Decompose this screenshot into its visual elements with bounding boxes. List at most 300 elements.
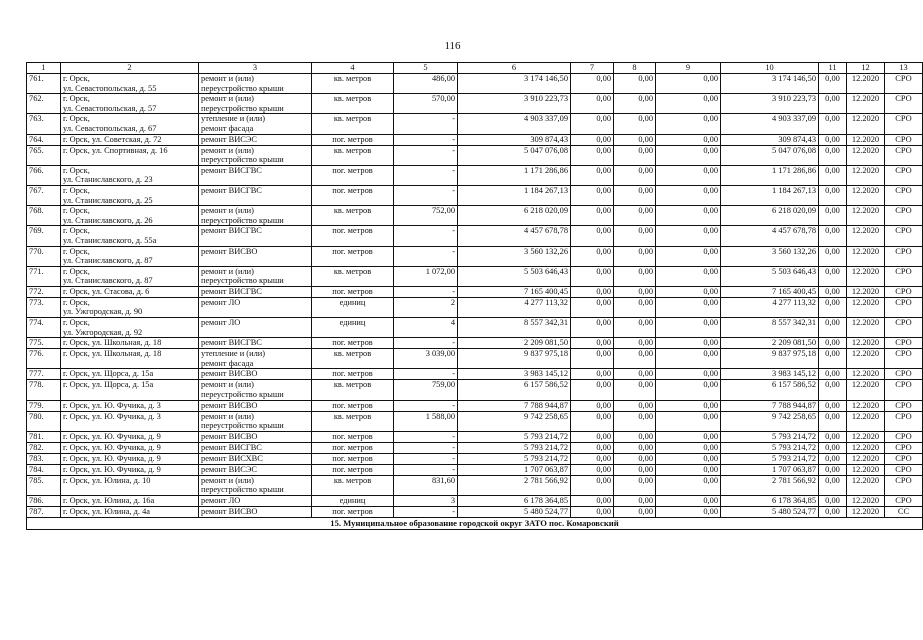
cell-volume: 759,00 bbox=[394, 380, 458, 400]
cell-work-type: ремонт ВИСГВС bbox=[199, 185, 312, 205]
table-row bbox=[27, 318, 923, 338]
cell-method: СРО bbox=[885, 453, 923, 464]
cell-work-type: ремонт ВИСВО bbox=[199, 400, 312, 411]
cell-work-type: ремонт и (или) переустройство крыши bbox=[199, 411, 312, 431]
cell-deadline: 12.2020 bbox=[847, 114, 885, 134]
cell-fund-cost: 0,00 bbox=[571, 114, 614, 134]
cell-volume: 486,00 bbox=[394, 74, 458, 94]
cell-budget-oblast: 0,00 bbox=[614, 114, 656, 134]
cell-budget-local: 0,00 bbox=[656, 400, 721, 411]
cell-total-cost: 4 903 337,09 bbox=[458, 114, 571, 134]
cell-deadline: 12.2020 bbox=[847, 369, 885, 380]
cell-work-type: ремонт ВИСВО bbox=[199, 507, 312, 518]
cell-owners-funds: 6 218 020,09 bbox=[721, 206, 819, 226]
cell-method: СРО bbox=[885, 134, 923, 145]
cell-budget-oblast: 0,00 bbox=[614, 206, 656, 226]
cell-owners-funds: 2 781 566,92 bbox=[721, 475, 819, 495]
cell-fund-cost: 0,00 bbox=[571, 400, 614, 411]
table-row bbox=[27, 185, 923, 205]
cell-volume: - bbox=[394, 114, 458, 134]
cell-unit: пог. метров bbox=[312, 246, 394, 266]
cell-row-number: 775. bbox=[27, 338, 61, 349]
cell-row-number: 786. bbox=[27, 496, 61, 507]
table-row bbox=[27, 475, 923, 495]
column-header-10: 10 bbox=[721, 63, 819, 74]
cell-row-number: 767. bbox=[27, 185, 61, 205]
cell-fund-cost: 0,00 bbox=[571, 464, 614, 475]
cell-owners-funds: 7 788 944,87 bbox=[721, 400, 819, 411]
cell-unit-cost: 0,00 bbox=[819, 246, 847, 266]
cell-volume: 3 039,00 bbox=[394, 349, 458, 369]
cell-budget-oblast: 0,00 bbox=[614, 475, 656, 495]
cell-budget-local: 0,00 bbox=[656, 74, 721, 94]
cell-deadline: 12.2020 bbox=[847, 145, 885, 165]
cell-owners-funds: 1 171 286,86 bbox=[721, 165, 819, 185]
cell-volume: 1 588,00 bbox=[394, 411, 458, 431]
cell-total-cost: 4 457 678,78 bbox=[458, 226, 571, 246]
cell-budget-oblast: 0,00 bbox=[614, 380, 656, 400]
cell-row-number: 770. bbox=[27, 246, 61, 266]
cell-unit: кв. метров bbox=[312, 475, 394, 495]
table-row bbox=[27, 380, 923, 400]
cell-volume: - bbox=[394, 134, 458, 145]
cell-budget-oblast: 0,00 bbox=[614, 94, 656, 114]
cell-owners-funds: 5 047 076,08 bbox=[721, 145, 819, 165]
cell-unit: кв. метров bbox=[312, 349, 394, 369]
table-row bbox=[27, 134, 923, 145]
cell-unit: кв. метров bbox=[312, 206, 394, 226]
cell-work-type: ремонт и (или) переустройство крыши bbox=[199, 266, 312, 286]
table-row bbox=[27, 431, 923, 442]
cell-work-type: ремонт ВИСВО bbox=[199, 246, 312, 266]
cell-fund-cost: 0,00 bbox=[571, 475, 614, 495]
cell-budget-local: 0,00 bbox=[656, 369, 721, 380]
cell-work-type: ремонт ВИСВО bbox=[199, 431, 312, 442]
cell-budget-local: 0,00 bbox=[656, 114, 721, 134]
cell-row-number: 761. bbox=[27, 74, 61, 94]
cell-deadline: 12.2020 bbox=[847, 475, 885, 495]
cell-row-number: 776. bbox=[27, 349, 61, 369]
cell-owners-funds: 6 157 586,52 bbox=[721, 380, 819, 400]
cell-deadline: 12.2020 bbox=[847, 94, 885, 114]
cell-unit-cost: 0,00 bbox=[819, 464, 847, 475]
table-row bbox=[27, 114, 923, 134]
cell-budget-oblast: 0,00 bbox=[614, 74, 656, 94]
cell-address: г. Орск, ул. Станиславского, д. 87 bbox=[61, 246, 199, 266]
cell-total-cost: 7 165 400,45 bbox=[458, 286, 571, 297]
cell-method: СС bbox=[885, 507, 923, 518]
table-row bbox=[27, 369, 923, 380]
cell-deadline: 12.2020 bbox=[847, 507, 885, 518]
cell-budget-oblast: 0,00 bbox=[614, 453, 656, 464]
cell-fund-cost: 0,00 bbox=[571, 165, 614, 185]
cell-budget-local: 0,00 bbox=[656, 496, 721, 507]
column-header-12: 12 bbox=[847, 63, 885, 74]
cell-owners-funds: 1 184 267,13 bbox=[721, 185, 819, 205]
table-row bbox=[27, 297, 923, 317]
cell-owners-funds: 1 707 063,87 bbox=[721, 464, 819, 475]
cell-unit: кв. метров bbox=[312, 411, 394, 431]
table-row bbox=[27, 206, 923, 226]
cell-method: СРО bbox=[885, 411, 923, 431]
column-header-7: 7 bbox=[571, 63, 614, 74]
table-row bbox=[27, 453, 923, 464]
cell-volume: - bbox=[394, 464, 458, 475]
column-header-5: 5 bbox=[394, 63, 458, 74]
cell-deadline: 12.2020 bbox=[847, 266, 885, 286]
cell-unit: кв. метров bbox=[312, 145, 394, 165]
cell-unit-cost: 0,00 bbox=[819, 496, 847, 507]
cell-address: г. Орск, ул. Станиславского, д. 87 bbox=[61, 266, 199, 286]
cell-row-number: 784. bbox=[27, 464, 61, 475]
cell-total-cost: 4 277 113,32 bbox=[458, 297, 571, 317]
cell-deadline: 12.2020 bbox=[847, 349, 885, 369]
column-number-row bbox=[27, 63, 923, 74]
column-header-1: 1 bbox=[27, 63, 61, 74]
cell-unit-cost: 0,00 bbox=[819, 318, 847, 338]
cell-fund-cost: 0,00 bbox=[571, 431, 614, 442]
cell-work-type: ремонт ВИСГВС bbox=[199, 338, 312, 349]
cell-unit: пог. метров bbox=[312, 507, 394, 518]
cell-fund-cost: 0,00 bbox=[571, 411, 614, 431]
cell-volume: 1 072,00 bbox=[394, 266, 458, 286]
cell-budget-oblast: 0,00 bbox=[614, 431, 656, 442]
cell-unit-cost: 0,00 bbox=[819, 475, 847, 495]
cell-work-type: ремонт ЛО bbox=[199, 318, 312, 338]
cell-owners-funds: 4 903 337,09 bbox=[721, 114, 819, 134]
cell-row-number: 781. bbox=[27, 431, 61, 442]
cell-deadline: 12.2020 bbox=[847, 246, 885, 266]
cell-volume: - bbox=[394, 453, 458, 464]
cell-volume: - bbox=[394, 286, 458, 297]
table-row bbox=[27, 400, 923, 411]
cell-row-number: 774. bbox=[27, 318, 61, 338]
cell-method: СРО bbox=[885, 318, 923, 338]
cell-owners-funds: 5 793 214,72 bbox=[721, 442, 819, 453]
column-header-13: 13 bbox=[885, 63, 923, 74]
cell-budget-local: 0,00 bbox=[656, 145, 721, 165]
cell-unit-cost: 0,00 bbox=[819, 134, 847, 145]
cell-address: г. Орск, ул. Ю. Фучика, д. 9 bbox=[61, 431, 199, 442]
cell-budget-oblast: 0,00 bbox=[614, 185, 656, 205]
cell-volume: - bbox=[394, 185, 458, 205]
table-row bbox=[27, 349, 923, 369]
cell-work-type: ремонт и (или) переустройство крыши bbox=[199, 94, 312, 114]
cell-method: СРО bbox=[885, 145, 923, 165]
cell-fund-cost: 0,00 bbox=[571, 94, 614, 114]
cell-budget-local: 0,00 bbox=[656, 266, 721, 286]
cell-unit-cost: 0,00 bbox=[819, 369, 847, 380]
cell-total-cost: 1 707 063,87 bbox=[458, 464, 571, 475]
cell-fund-cost: 0,00 bbox=[571, 453, 614, 464]
table-row bbox=[27, 74, 923, 94]
cell-unit-cost: 0,00 bbox=[819, 380, 847, 400]
cell-fund-cost: 0,00 bbox=[571, 349, 614, 369]
cell-fund-cost: 0,00 bbox=[571, 318, 614, 338]
cell-budget-local: 0,00 bbox=[656, 246, 721, 266]
cell-budget-local: 0,00 bbox=[656, 338, 721, 349]
cell-work-type: ремонт ВИСХВС bbox=[199, 453, 312, 464]
cell-owners-funds: 3 560 132,26 bbox=[721, 246, 819, 266]
cell-unit-cost: 0,00 bbox=[819, 165, 847, 185]
cell-budget-local: 0,00 bbox=[656, 226, 721, 246]
table-row bbox=[27, 246, 923, 266]
cell-volume: - bbox=[394, 431, 458, 442]
cell-row-number: 768. bbox=[27, 206, 61, 226]
section-heading-row bbox=[27, 518, 923, 530]
cell-volume: - bbox=[394, 165, 458, 185]
cell-deadline: 12.2020 bbox=[847, 453, 885, 464]
cell-method: СРО bbox=[885, 246, 923, 266]
cell-budget-local: 0,00 bbox=[656, 380, 721, 400]
cell-budget-oblast: 0,00 bbox=[614, 496, 656, 507]
cell-method: СРО bbox=[885, 349, 923, 369]
cell-deadline: 12.2020 bbox=[847, 134, 885, 145]
cell-volume: 752,00 bbox=[394, 206, 458, 226]
table-row bbox=[27, 507, 923, 518]
cell-budget-local: 0,00 bbox=[656, 134, 721, 145]
cell-budget-local: 0,00 bbox=[656, 185, 721, 205]
cell-owners-funds: 3 910 223,73 bbox=[721, 94, 819, 114]
cell-budget-local: 0,00 bbox=[656, 475, 721, 495]
cell-fund-cost: 0,00 bbox=[571, 286, 614, 297]
cell-unit-cost: 0,00 bbox=[819, 266, 847, 286]
cell-address: г. Орск, ул. Стасова, д. 6 bbox=[61, 286, 199, 297]
cell-address: г. Орск, ул. Станиславского, д. 23 bbox=[61, 165, 199, 185]
column-header-9: 9 bbox=[656, 63, 721, 74]
cell-owners-funds: 9 837 975,18 bbox=[721, 349, 819, 369]
cell-work-type: ремонт ВИСЭС bbox=[199, 134, 312, 145]
cell-unit-cost: 0,00 bbox=[819, 349, 847, 369]
cell-address: г. Орск, ул. Щорса, д. 15а bbox=[61, 369, 199, 380]
cell-budget-local: 0,00 bbox=[656, 318, 721, 338]
cell-fund-cost: 0,00 bbox=[571, 206, 614, 226]
cell-work-type: ремонт ЛО bbox=[199, 496, 312, 507]
cell-address: г. Орск, ул. Ю. Фучика, д. 9 bbox=[61, 442, 199, 453]
cell-deadline: 12.2020 bbox=[847, 411, 885, 431]
cell-unit: пог. метров bbox=[312, 453, 394, 464]
cell-row-number: 782. bbox=[27, 442, 61, 453]
cell-deadline: 12.2020 bbox=[847, 286, 885, 297]
cell-deadline: 12.2020 bbox=[847, 431, 885, 442]
page-number: 116 bbox=[444, 40, 461, 52]
cell-fund-cost: 0,00 bbox=[571, 134, 614, 145]
cell-budget-oblast: 0,00 bbox=[614, 226, 656, 246]
cell-method: СРО bbox=[885, 266, 923, 286]
cell-owners-funds: 8 557 342,31 bbox=[721, 318, 819, 338]
cell-total-cost: 7 788 944,87 bbox=[458, 400, 571, 411]
cell-fund-cost: 0,00 bbox=[571, 297, 614, 317]
cell-address: г. Орск, ул. Щорса, д. 15а bbox=[61, 380, 199, 400]
column-header-2: 2 bbox=[61, 63, 199, 74]
cell-volume: - bbox=[394, 442, 458, 453]
cell-method: СРО bbox=[885, 431, 923, 442]
cell-volume: - bbox=[394, 400, 458, 411]
cell-fund-cost: 0,00 bbox=[571, 369, 614, 380]
cell-total-cost: 2 781 566,92 bbox=[458, 475, 571, 495]
cell-budget-oblast: 0,00 bbox=[614, 464, 656, 475]
cell-unit: пог. метров bbox=[312, 165, 394, 185]
cell-address: г. Орск, ул. Юлина, д. 10 bbox=[61, 475, 199, 495]
cell-work-type: ремонт ВИСЭС bbox=[199, 464, 312, 475]
cell-unit: пог. метров bbox=[312, 442, 394, 453]
cell-total-cost: 3 174 146,50 bbox=[458, 74, 571, 94]
cell-total-cost: 3 910 223,73 bbox=[458, 94, 571, 114]
cell-address: г. Орск, ул. Севастопольская, д. 67 bbox=[61, 114, 199, 134]
cell-total-cost: 5 793 214,72 bbox=[458, 453, 571, 464]
cell-unit: пог. метров bbox=[312, 226, 394, 246]
cell-row-number: 772. bbox=[27, 286, 61, 297]
cell-unit-cost: 0,00 bbox=[819, 297, 847, 317]
table-row bbox=[27, 442, 923, 453]
cell-unit: кв. метров bbox=[312, 74, 394, 94]
cell-volume: 570,00 bbox=[394, 94, 458, 114]
cell-unit: пог. метров bbox=[312, 464, 394, 475]
cell-unit-cost: 0,00 bbox=[819, 94, 847, 114]
cell-unit-cost: 0,00 bbox=[819, 226, 847, 246]
cell-budget-local: 0,00 bbox=[656, 507, 721, 518]
cell-budget-local: 0,00 bbox=[656, 464, 721, 475]
table-row bbox=[27, 226, 923, 246]
cell-work-type: ремонт ЛО bbox=[199, 297, 312, 317]
cell-unit: пог. метров bbox=[312, 369, 394, 380]
cell-volume: 4 bbox=[394, 318, 458, 338]
cell-volume: - bbox=[394, 246, 458, 266]
cell-owners-funds: 6 178 364,85 bbox=[721, 496, 819, 507]
cell-method: СРО bbox=[885, 369, 923, 380]
cell-address: г. Орск, ул. Севастопольская, д. 55 bbox=[61, 74, 199, 94]
cell-unit: кв. метров bbox=[312, 380, 394, 400]
cell-deadline: 12.2020 bbox=[847, 318, 885, 338]
cell-row-number: 779. bbox=[27, 400, 61, 411]
cell-volume: - bbox=[394, 338, 458, 349]
cell-unit: пог. метров bbox=[312, 431, 394, 442]
cell-budget-local: 0,00 bbox=[656, 431, 721, 442]
cell-address: г. Орск, ул. Школьная, д. 18 bbox=[61, 349, 199, 369]
cell-budget-oblast: 0,00 bbox=[614, 369, 656, 380]
cell-total-cost: 6 157 586,52 bbox=[458, 380, 571, 400]
cell-budget-oblast: 0,00 bbox=[614, 318, 656, 338]
cell-total-cost: 5 047 076,08 bbox=[458, 145, 571, 165]
cell-budget-oblast: 0,00 bbox=[614, 165, 656, 185]
cell-address: г. Орск, ул. Севастопольская, д. 57 bbox=[61, 94, 199, 114]
cell-deadline: 12.2020 bbox=[847, 442, 885, 453]
cell-budget-local: 0,00 bbox=[656, 286, 721, 297]
cell-address: г. Орск, ул. Станиславского, д. 26 bbox=[61, 206, 199, 226]
cell-total-cost: 5 793 214,72 bbox=[458, 431, 571, 442]
table-row bbox=[27, 94, 923, 114]
cell-method: СРО bbox=[885, 338, 923, 349]
cell-method: СРО bbox=[885, 165, 923, 185]
cell-deadline: 12.2020 bbox=[847, 165, 885, 185]
cell-budget-oblast: 0,00 bbox=[614, 266, 656, 286]
cell-fund-cost: 0,00 bbox=[571, 380, 614, 400]
cell-owners-funds: 2 209 081,50 bbox=[721, 338, 819, 349]
cell-deadline: 12.2020 bbox=[847, 226, 885, 246]
column-header-6: 6 bbox=[458, 63, 571, 74]
cell-row-number: 778. bbox=[27, 380, 61, 400]
cell-unit-cost: 0,00 bbox=[819, 338, 847, 349]
cell-address: г. Орск, ул. Юлина, д. 16а bbox=[61, 496, 199, 507]
cell-row-number: 787. bbox=[27, 507, 61, 518]
cell-method: СРО bbox=[885, 380, 923, 400]
cell-total-cost: 5 793 214,72 bbox=[458, 442, 571, 453]
cell-fund-cost: 0,00 bbox=[571, 74, 614, 94]
cell-budget-oblast: 0,00 bbox=[614, 286, 656, 297]
cell-address: г. Орск, ул. Ю. Фучика, д. 3 bbox=[61, 411, 199, 431]
table-row bbox=[27, 464, 923, 475]
cell-method: СРО bbox=[885, 475, 923, 495]
cell-budget-oblast: 0,00 bbox=[614, 145, 656, 165]
cell-total-cost: 1 171 286,86 bbox=[458, 165, 571, 185]
cell-owners-funds: 5 480 524,77 bbox=[721, 507, 819, 518]
cell-method: СРО bbox=[885, 185, 923, 205]
cell-work-type: ремонт ВИСВО bbox=[199, 369, 312, 380]
cell-fund-cost: 0,00 bbox=[571, 338, 614, 349]
cell-budget-oblast: 0,00 bbox=[614, 246, 656, 266]
cell-total-cost: 5 480 524,77 bbox=[458, 507, 571, 518]
cell-unit: пог. метров bbox=[312, 400, 394, 411]
cell-volume: - bbox=[394, 145, 458, 165]
cell-budget-oblast: 0,00 bbox=[614, 297, 656, 317]
cell-owners-funds: 5 503 646,43 bbox=[721, 266, 819, 286]
cell-total-cost: 5 503 646,43 bbox=[458, 266, 571, 286]
cell-address: г. Орск, ул. Ю. Фучика, д. 3 bbox=[61, 400, 199, 411]
cell-unit: кв. метров bbox=[312, 114, 394, 134]
cell-fund-cost: 0,00 bbox=[571, 185, 614, 205]
cell-total-cost: 9 742 258,65 bbox=[458, 411, 571, 431]
table-row bbox=[27, 266, 923, 286]
cell-fund-cost: 0,00 bbox=[571, 246, 614, 266]
cell-budget-oblast: 0,00 bbox=[614, 338, 656, 349]
column-header-11: 11 bbox=[819, 63, 847, 74]
cell-budget-oblast: 0,00 bbox=[614, 134, 656, 145]
cell-fund-cost: 0,00 bbox=[571, 442, 614, 453]
cell-method: СРО bbox=[885, 297, 923, 317]
cell-deadline: 12.2020 bbox=[847, 185, 885, 205]
cell-volume: - bbox=[394, 507, 458, 518]
cell-row-number: 765. bbox=[27, 145, 61, 165]
cell-budget-local: 0,00 bbox=[656, 349, 721, 369]
table-row bbox=[27, 165, 923, 185]
cell-work-type: ремонт ВИСГВС bbox=[199, 286, 312, 297]
cell-address: г. Орск, ул. Школьная, д. 18 bbox=[61, 338, 199, 349]
cell-volume: 2 bbox=[394, 297, 458, 317]
cell-address: г. Орск, ул. Юлина, д. 4а bbox=[61, 507, 199, 518]
cell-address: г. Орск, ул. Станиславского, д. 55а bbox=[61, 226, 199, 246]
cell-address: г. Орск, ул. Советская, д. 72 bbox=[61, 134, 199, 145]
cell-unit-cost: 0,00 bbox=[819, 145, 847, 165]
column-header-4: 4 bbox=[312, 63, 394, 74]
cell-budget-oblast: 0,00 bbox=[614, 411, 656, 431]
cell-unit: пог. метров bbox=[312, 338, 394, 349]
cell-fund-cost: 0,00 bbox=[571, 507, 614, 518]
program-table bbox=[26, 62, 923, 530]
cell-total-cost: 6 178 364,85 bbox=[458, 496, 571, 507]
cell-row-number: 764. bbox=[27, 134, 61, 145]
cell-unit-cost: 0,00 bbox=[819, 442, 847, 453]
cell-method: СРО bbox=[885, 74, 923, 94]
cell-budget-oblast: 0,00 bbox=[614, 442, 656, 453]
column-header-8: 8 bbox=[614, 63, 656, 74]
cell-row-number: 769. bbox=[27, 226, 61, 246]
cell-budget-local: 0,00 bbox=[656, 297, 721, 317]
column-header-3: 3 bbox=[199, 63, 312, 74]
cell-unit: единиц bbox=[312, 297, 394, 317]
cell-address: г. Орск, ул. Ужгородская, д. 92 bbox=[61, 318, 199, 338]
cell-work-type: ремонт ВИСГВС bbox=[199, 442, 312, 453]
table-row bbox=[27, 145, 923, 165]
